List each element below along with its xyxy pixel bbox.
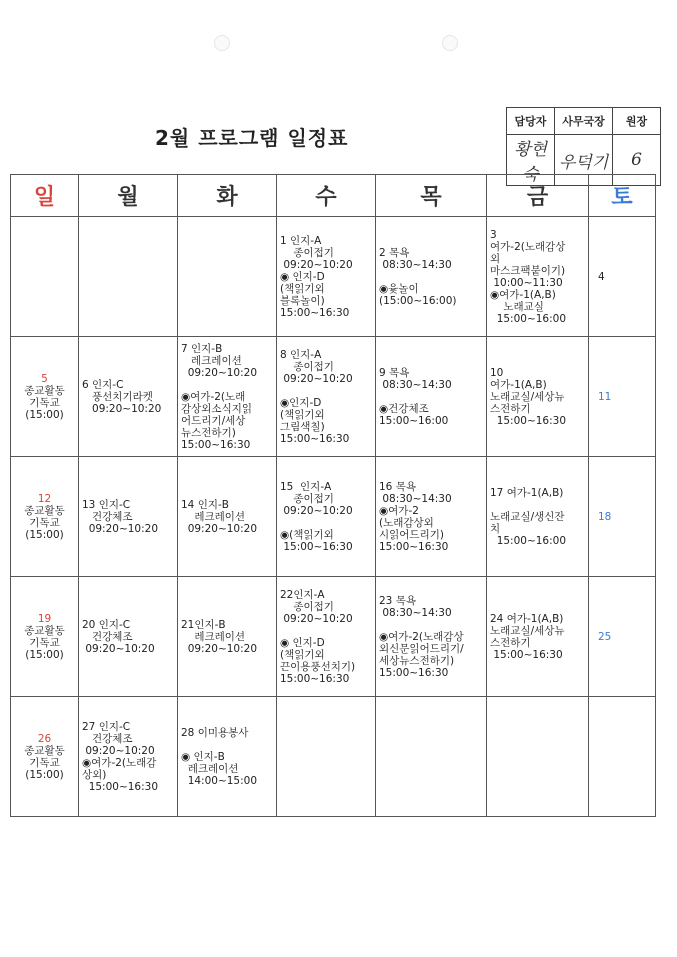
day-schedule: 1 인지-A 종이접기 09:20~10:20 ◉ 인지-D (책읽기외 블록놀이) 15:00~16:30 xyxy=(280,234,353,319)
day-number: 5 xyxy=(41,372,48,385)
week-row-5 xyxy=(11,697,656,817)
day-cell-thu xyxy=(376,697,487,817)
day-cell-wed xyxy=(277,217,376,337)
weekday-tue: 화 xyxy=(178,175,277,217)
weekday-mon: 월 xyxy=(79,175,178,217)
approval-header-secretary: 사무국장 xyxy=(555,108,613,135)
week-row-3 xyxy=(11,457,656,577)
day-cell-sat xyxy=(589,457,656,577)
day-cell-fri xyxy=(487,577,589,697)
day-cell-tue xyxy=(178,697,277,817)
weekday-sun: 일 xyxy=(11,175,79,217)
day-number: 18 xyxy=(598,510,612,523)
weekday-wed: 수 xyxy=(277,175,376,217)
day-cell-thu xyxy=(376,457,487,577)
day-cell-tue xyxy=(178,577,277,697)
approval-header-director: 원장 xyxy=(613,108,661,135)
weekday-fri: 금 xyxy=(487,175,589,217)
day-cell-wed xyxy=(277,457,376,577)
punch-hole xyxy=(214,35,230,51)
punch-hole xyxy=(442,35,458,51)
day-cell-wed xyxy=(277,697,376,817)
day-schedule: 14 인지-B 레크레이션 09:20~10:20 xyxy=(181,498,258,535)
weekday-sat: 토 xyxy=(589,175,656,217)
day-cell-thu xyxy=(376,577,487,697)
day-schedule: 16 목욕 08:30~14:30 ◉여가-2 (노래감상외 시읽어드리기) 15:00~16:30 xyxy=(379,480,452,553)
page-title: 2월 프로그램 일정표 xyxy=(155,126,349,150)
day-schedule: 7 인지-B 레크레이션 09:20~10:20 ◉여가-2(노래 감상외소식지읽 어드리기/세상 뉴스전하기) 15:00~16:30 xyxy=(181,342,258,451)
day-cell-sun xyxy=(11,337,79,457)
calendar-table xyxy=(10,174,656,817)
day-cell-wed xyxy=(277,577,376,697)
day-cell-sat xyxy=(589,577,656,697)
day-cell-mon xyxy=(79,337,178,457)
day-number: 25 xyxy=(598,630,612,643)
day-schedule: 종교활동 기독교 (15:00) xyxy=(24,744,65,781)
signature-secretary: 우덕기 xyxy=(555,135,613,186)
day-cell-sat xyxy=(589,337,656,457)
day-schedule: 종교활동 기독교 (15:00) xyxy=(24,624,65,661)
day-schedule: 15 인지-A 종이접기 09:20~10:20 ◉(책읽기외 15:00~16:30 xyxy=(280,480,353,553)
day-schedule: 2 목욕 08:30~14:30 ◉윷놀이 (15:00~16:00) xyxy=(379,246,457,307)
day-schedule: 종교활동 기독교 (15:00) xyxy=(24,504,65,541)
day-number: 19 xyxy=(37,612,52,625)
day-cell-sat xyxy=(589,217,656,337)
day-schedule: 17 여가-1(A,B) 노래교실/생신잔 치 15:00~16:00 xyxy=(490,486,567,547)
day-cell-thu xyxy=(376,337,487,457)
week-row-4 xyxy=(11,577,656,697)
day-cell-mon xyxy=(79,457,178,577)
day-cell-sun xyxy=(11,697,79,817)
day-schedule: 22인지-A 종이접기 09:20~10:20 ◉ 인지-D (책읽기외 끈이용풍선치기) 15:00~16:30 xyxy=(280,588,356,685)
day-number: 12 xyxy=(37,492,52,505)
day-schedule: 27 인지-C 건강체조 09:20~10:20 ◉여가-2(노래감 상외) 15:00~16:30 xyxy=(82,720,159,793)
day-schedule: 8 인지-A 종이접기 09:20~10:20 ◉인지-D (책읽기외 그림색칠) 15:00~16:30 xyxy=(280,348,353,445)
day-cell-fri xyxy=(487,217,589,337)
day-cell-fri xyxy=(487,337,589,457)
day-cell-sun xyxy=(11,577,79,697)
weekday-header-row xyxy=(11,175,656,217)
day-schedule: 6 인지-C 풍선치기라켓 09:20~10:20 xyxy=(82,378,162,415)
day-cell-sat xyxy=(589,697,656,817)
day-cell-tue xyxy=(178,217,277,337)
weekday-thu: 목 xyxy=(376,175,487,217)
day-number: 4 xyxy=(598,270,605,283)
day-schedule: 3 여가-2(노래감상 외 마스크팩붙이기) 10:00~11:30 ◉여가-1(A,B) 노래교실 15:00~16:00 xyxy=(490,228,567,325)
day-schedule: 23 목욕 08:30~14:30 ◉여가-2(노래감상 외신문읽어드리기/ 세상뉴스전하기) 15:00~16:30 xyxy=(379,594,464,679)
day-cell-thu xyxy=(376,217,487,337)
day-cell-mon xyxy=(79,577,178,697)
signature-director: 6 xyxy=(613,135,661,186)
day-schedule: 24 여가-1(A,B) 노래교실/세상뉴 스전하기 15:00~16:30 xyxy=(490,612,565,661)
day-cell-mon xyxy=(79,217,178,337)
day-cell-tue xyxy=(178,337,277,457)
day-cell-sun xyxy=(11,457,79,577)
signature-manager: 황현숙 xyxy=(507,135,555,186)
day-schedule: 종교활동 기독교 (15:00) xyxy=(24,384,65,421)
day-schedule: 13 인지-C 건강체조 09:20~10:20 xyxy=(82,498,159,535)
day-schedule: 21인지-B 레크레이션 09:20~10:20 xyxy=(181,618,258,655)
approval-header-manager: 담당자 xyxy=(507,108,555,135)
day-cell-fri xyxy=(487,697,589,817)
day-cell-tue xyxy=(178,457,277,577)
week-row-1 xyxy=(11,217,656,337)
day-cell-mon xyxy=(79,697,178,817)
day-cell-fri xyxy=(487,457,589,577)
day-number: 11 xyxy=(598,390,612,403)
day-cell-sun xyxy=(11,217,79,337)
day-schedule: 20 인지-C 건강체조 09:20~10:20 xyxy=(82,618,155,655)
day-cell-wed xyxy=(277,337,376,457)
day-schedule: 10 여가-1(A,B) 노래교실/세상뉴 스전하기 15:00~16:30 xyxy=(490,366,567,427)
day-schedule: 28 이미용봉사 ◉ 인지-B 레크레이션 14:00~15:00 xyxy=(181,726,258,787)
week-row-2 xyxy=(11,337,656,457)
day-schedule: 9 목욕 08:30~14:30 ◉건강체조 15:00~16:00 xyxy=(379,366,452,427)
day-number: 26 xyxy=(37,732,52,745)
